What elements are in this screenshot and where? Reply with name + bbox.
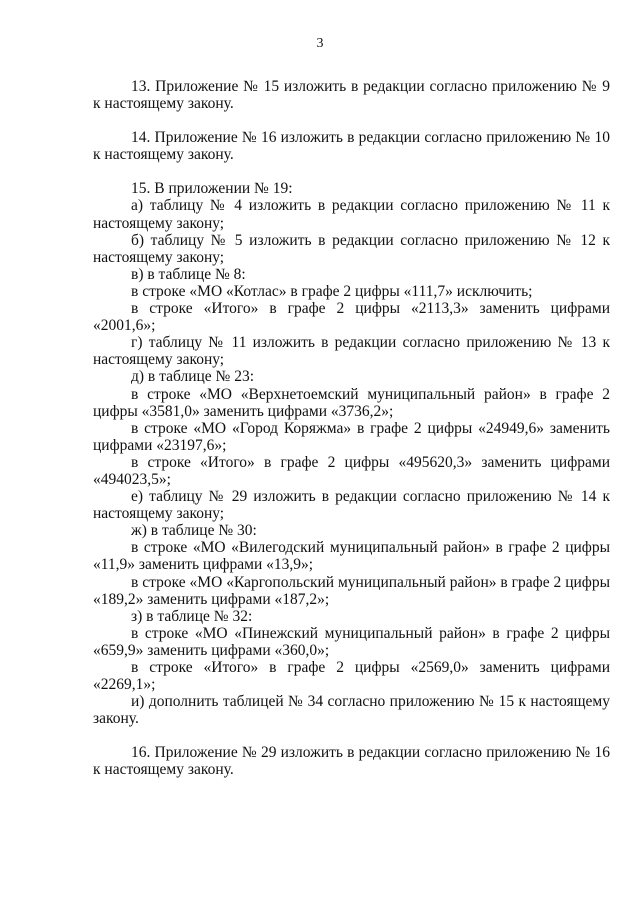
paragraph-14: 14. Приложение № 16 изложить в редакции согласно приложению № 10 к настоящему закону. bbox=[93, 129, 610, 164]
item-15-d-row-2: в строке «МО «Город Коряжма» в графе 2 цифры «24949,6» заменить цифрами «23197,6»; bbox=[93, 419, 610, 454]
item-15-zh-row-1: в строке «МО «Вилегодский муниципальный район» в графе 2 цифры «11,9» заменить цифрами «13,9»; bbox=[93, 539, 610, 574]
item-15-d-row-1: в строке «МО «Верхнетоемский муниципальный район» в графе 2 цифры «3581,0» заменить цифрами «3736,2»; bbox=[93, 385, 610, 420]
item-15-b: б) таблицу № 5 изложить в редакции согласно приложению № 12 к настоящему закону; bbox=[93, 231, 610, 266]
item-15-z: з) в таблице № 32: bbox=[131, 607, 253, 625]
item-15-v-row-2: в строке «Итого» в графе 2 цифры «2113,3» заменить цифрами «2001,6»; bbox=[93, 300, 610, 335]
item-15-zh-row-2: в строке «МО «Каргопольский муниципальный район» в графе 2 цифры «189,2» заменить цифрами «187,2»; bbox=[93, 573, 610, 608]
document-body bbox=[93, 78, 610, 779]
paragraph-16: 16. Приложение № 29 изложить в редакции согласно приложению № 16 к настоящему закону. bbox=[93, 744, 610, 779]
item-15-z-row-1: в строке «МО «Пинежский муниципальный район» в графе 2 цифры «659,9» заменить цифрами «360,0»; bbox=[93, 624, 610, 659]
item-15-g: г) таблицу № 11 изложить в редакции согласно приложению № 13 к настоящему закону; bbox=[93, 334, 610, 369]
page-number: 3 bbox=[316, 36, 324, 51]
item-15-a: а) таблицу № 4 изложить в редакции согласно приложению № 11 к настоящему закону; bbox=[93, 197, 610, 232]
paragraph-13: 13. Приложение № 15 изложить в редакции согласно приложению № 9 к настоящему закону. bbox=[93, 78, 610, 113]
item-15-zh: ж) в таблице № 30: bbox=[131, 522, 257, 540]
item-15-i: и) дополнить таблицей № 34 согласно приложению № 15 к настоящему закону. bbox=[93, 693, 610, 728]
paragraph-15: 15. В приложении № 19: bbox=[131, 180, 293, 198]
spacer bbox=[93, 163, 610, 180]
item-15-d-row-3: в строке «Итого» в графе 2 цифры «495620,3» заменить цифрами «494023,5»; bbox=[93, 453, 610, 488]
item-15-e: е) таблицу № 29 изложить в редакции согласно приложению № 14 к настоящему закону; bbox=[93, 488, 610, 523]
item-15-d: д) в таблице № 23: bbox=[131, 368, 255, 386]
spacer bbox=[93, 112, 610, 129]
spacer bbox=[93, 727, 610, 744]
item-15-v: в) в таблице № 8: bbox=[131, 265, 246, 283]
item-15-z-row-2: в строке «Итого» в графе 2 цифры «2569,0» заменить цифрами «2269,1»; bbox=[93, 659, 610, 694]
item-15-v-row-1: в строке «МО «Котлас» в графе 2 цифры «111,7» исключить; bbox=[131, 282, 533, 300]
